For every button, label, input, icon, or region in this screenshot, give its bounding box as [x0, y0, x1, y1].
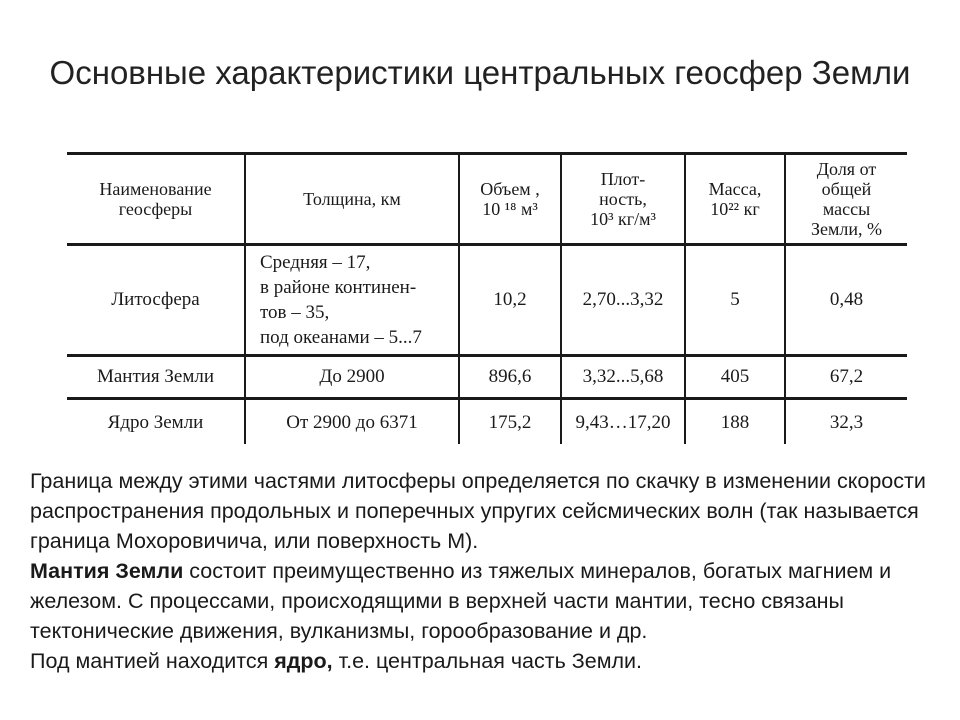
cell-volume: 10,2	[459, 245, 561, 356]
cell-mass: 5	[685, 245, 785, 356]
geospheres-table	[67, 152, 907, 444]
core-intro: Под мантией находится	[30, 649, 275, 673]
slide-title: Основные характеристики центральных геосфер Земли	[49, 54, 911, 91]
table-row	[67, 245, 907, 356]
paragraph-core	[30, 646, 940, 676]
cell-volume: 896,6	[459, 356, 561, 399]
header-volume: Объем , 10 ¹⁸ м³	[459, 154, 561, 245]
geospheres-table-image	[67, 152, 907, 444]
core-description: т.е. центральная часть Земли.	[332, 649, 643, 673]
header-density: Плот- ность, 10³ кг/м³	[561, 154, 685, 245]
cell-name: Ядро Земли	[67, 399, 245, 445]
cell-mass-share: 32,3	[785, 399, 907, 445]
cell-mass-share: 0,48	[785, 245, 907, 356]
cell-name: Литосфера	[67, 245, 245, 356]
cell-thickness: До 2900	[245, 356, 459, 399]
cell-volume: 175,2	[459, 399, 561, 445]
table-row	[67, 356, 907, 399]
cell-thickness: От 2900 до 6371	[245, 399, 459, 445]
paragraph-moho: Граница между этими частями литосферы определяется по скачку в изменении скорости распространения продольных и поперечных упругих сейсмических волн (так называется граница Мохоровичича, или поверхность М).	[30, 469, 926, 553]
body-text	[30, 466, 940, 676]
mantle-term: Мантия Земли	[30, 559, 184, 583]
header-name: Наименование геосферы	[67, 154, 245, 245]
cell-name: Мантия Земли	[67, 356, 245, 399]
table-header-row	[67, 154, 907, 245]
header-mass-share: Доля от общей массы Земли, %	[785, 154, 907, 245]
cell-mass: 188	[685, 399, 785, 445]
cell-density: 3,32...5,68	[561, 356, 685, 399]
paragraph-mantle	[30, 556, 940, 646]
cell-mass: 405	[685, 356, 785, 399]
cell-density: 2,70...3,32	[561, 245, 685, 356]
table-row	[67, 399, 907, 445]
header-mass: Масса, 10²² кг	[685, 154, 785, 245]
header-thickness: Толщина, км	[245, 154, 459, 245]
mantle-description: состоит преимущественно из тяжелых минералов, богатых магнием и железом. С процессами, происходящими в верхней части мантии, тесно связаны тектонические движения, вулканизмы, горообразование и др.	[30, 559, 892, 643]
core-term: ядро,	[274, 649, 333, 673]
cell-thickness: Средняя – 17, в районе континен- тов – 35, под океанами – 5...7	[245, 245, 459, 356]
cell-density: 9,43…17,20	[561, 399, 685, 445]
cell-mass-share: 67,2	[785, 356, 907, 399]
